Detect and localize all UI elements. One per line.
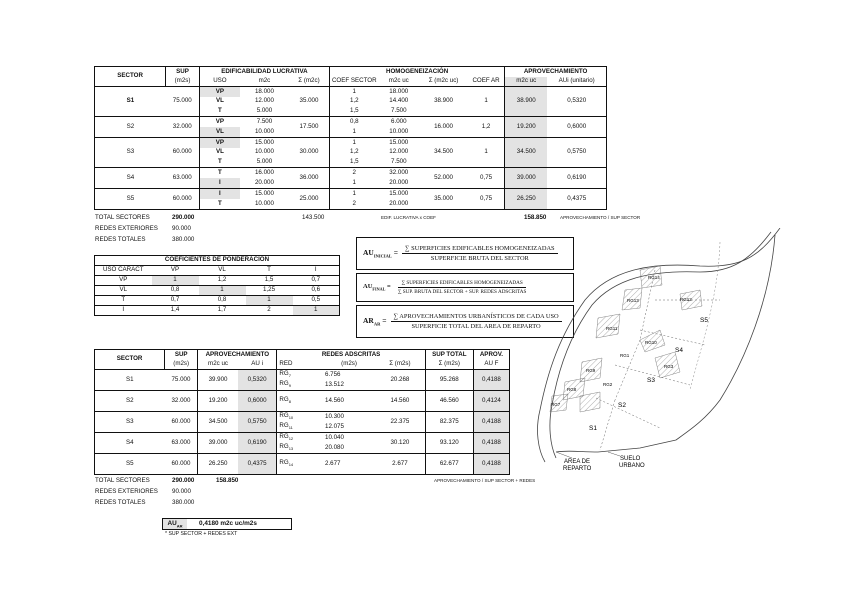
t1-row [95,117,607,128]
t2-row [95,391,510,412]
t1-coef: 1 [330,189,379,200]
t1-uso: VL [199,97,240,107]
t1-subheader-row [95,77,607,87]
t2-redes-tot: 380.000 [172,499,195,506]
t1-aprov: 19.200 [505,117,548,138]
t2-aprov: 34.500 [198,412,238,433]
coef-cell: 0,6 [311,286,321,294]
t2-sup: 63.000 [171,438,191,446]
t1-sector: S5 [126,194,135,202]
t2-total-sectores: 290.000 [172,477,195,484]
t1-sector: S4 [126,173,135,181]
map-suelo-label: URBANO [619,463,645,469]
coef-cell: 1,7 [217,306,227,314]
t2-h-m2s: (m2s) [173,360,190,368]
map-area-label: REPARTO [563,466,592,472]
map-rg-label: RG2 [603,382,613,387]
t2-aprov: 39.900 [198,370,238,391]
coef-row [95,306,340,316]
t1-coef-ar: 0,75 [480,194,493,202]
t2-aui: 0,5320 [238,370,277,391]
t1-sum-m2c: 36.000 [299,173,319,181]
coef-row [95,296,340,306]
t2-red-sub: 8 [288,399,291,405]
t2-h-sector: SECTOR [95,350,165,370]
t1-m2c: 12.000 [254,97,274,105]
formula-lhs: AU [363,283,373,291]
t1-uso: VP [199,117,240,128]
formula-denominator: SUPERFICIE TOTAL DEL AREA DE REPARTO [411,323,541,330]
coef-cell: 1 [199,286,246,296]
t2-h-aprov: APROVECHAMIENTO [198,350,277,360]
t1-h-sector: SECTOR [95,67,166,87]
t2-red-m2s: 6.756 [325,370,341,378]
t1-total-sectores-label: TOTAL SECTORES [95,214,150,221]
t1-row [95,87,607,97]
t2-red [277,443,323,454]
t2-aprov-total: 158.850 [216,477,239,484]
t1-uc: 6.000 [391,117,407,125]
t1-sum-m2c: 35.000 [299,97,319,105]
t1-m2c: 5.000 [256,158,273,166]
t1-uc: 7.500 [391,107,407,115]
t1-uso: I [199,178,240,189]
t2-sup-total: 62.677 [425,454,473,475]
t1-m2c: 10.000 [254,148,274,156]
formula-denominator: SUPERFICIE BRUTA DEL SECTOR [430,255,529,262]
t1-h-aprov: APROVECHAMIENTO [505,67,607,77]
t2-table [94,349,510,475]
t2-redes-ext-label: REDES EXTERIORES [95,488,158,495]
t2-sum-redes: 30.120 [390,438,410,446]
t2-red-name: RG [279,443,289,451]
map-rg-label: RG1 [620,353,630,358]
coef-cell: 1 [246,296,293,306]
t1-sector: S3 [126,148,135,156]
t2-row [95,370,510,381]
t1-h-summ2c: Σ (m2c) [298,77,320,85]
map-sector-label: S2 [618,402,626,409]
t2-sup-total: 93.120 [425,433,473,454]
t2-h-aui: AU i [251,360,263,368]
t1-uso: VL [199,148,240,158]
t1-h-m2s: (m2s) [174,77,191,85]
formula-numerator: ∑ SUPERFICIES EDIFICABLES HOMOGENEIZADAS [402,245,558,254]
t2-red [277,422,323,433]
t2-red-name: RG [279,380,289,388]
t2-sup-total: 46.560 [425,391,473,412]
t1-uc: 15.000 [389,138,409,146]
coef-cell: 0,7 [170,296,180,304]
formula-au-inicial: $AU_{INICIAL}$ = $\frac{\text{∑ SUPERFICIES EDIFICABLES HOMOGENEIZADAS}}{\text{SUPERFICIE BRUTA DEL SECTOR}}$ [356,237,574,270]
t1-total-sectores: 290.000 [172,214,195,221]
t2-red-m2s: 20.080 [325,443,344,451]
t2-aui: 0,4375 [238,454,277,475]
t1-uso: I [199,189,240,200]
t1-edif-note: EDIF. LUCRATIVA x COEF [381,215,436,220]
t1-m2c: 5.000 [256,107,273,115]
t2-total-sectores-label: TOTAL SECTORES [95,477,150,484]
t1-row [95,138,607,148]
t2-h-sup: SUP [174,350,188,358]
t2-sup: 60.000 [171,417,191,425]
formula-lhs-sub: AR [373,321,381,327]
coef-cell: 0,7 [311,276,321,284]
t1-h-summ2cuc: Σ (m2c uc) [428,77,459,85]
t1-h-homog: HOMOGENEIZACIÓN [330,67,505,77]
t2-red-sub: 9 [288,383,291,389]
t2-header-row [95,350,510,360]
t2-red-sub: 11 [288,425,293,431]
t2-redes-tot-label: REDES TOTALES [95,499,146,506]
t1-aui: 0,6190 [567,173,587,181]
coef-title: COEFICIENTES DE PONDERACIÓN [95,256,340,266]
t2-h-aprov2: APROV. [473,350,509,360]
t2-red-m2s: 13.512 [325,380,344,388]
t2-red-name: RG [279,412,289,420]
t2-red-sub: 10 [288,415,294,421]
t1-coef: 2 [330,168,379,179]
t2-sector: S4 [126,438,134,446]
formula-lhs: AU [363,248,374,258]
t2-h-m2cuc: m2c uc [198,360,238,370]
coef-header-cell: VP [170,266,180,274]
t2-red-name: RG [279,396,289,404]
au-ar-result [162,518,292,530]
au-ar-value: 0,4180 m2c uc/m2s [199,520,257,527]
coef-cell: 1,2 [217,276,227,284]
t1-h-coefsector: COEF SECTOR [330,77,379,87]
t2-sector: S5 [126,459,134,467]
t1-sum-m2c: 30.000 [299,148,319,156]
coef-cell: 1,5 [264,276,274,284]
t1-coef: 1,2 [330,148,379,158]
t1-h-sup: SUP [176,67,189,75]
coef-header-cell: USO CARACT [102,266,144,274]
t1-m2c: 20.000 [254,178,274,186]
t1-sup: 63.000 [172,173,192,181]
map-rg-label: RG13 [627,298,639,303]
t1-row [95,168,607,179]
t2-sum-redes: 20.268 [390,375,410,383]
au-ar-label: AU [167,520,177,527]
t1-h-m2cuc2: m2c uc [505,77,548,87]
t2-sector: S3 [126,417,134,425]
coef-cell: 1 [152,276,199,286]
t1-uc: 20.000 [389,199,409,207]
t2-sup: 32.000 [171,396,191,404]
t1-sup: 75.000 [172,97,192,105]
t2-sup: 75.000 [171,375,191,383]
t1-uc: 7.500 [391,158,407,166]
t1-uc: 18.000 [389,87,409,95]
t1-redes-ext: 90.000 [172,225,191,232]
map-rg-label: RG7 [551,402,561,407]
t1-m2c: 16.000 [254,168,274,176]
t2-row [95,433,510,444]
coef-header-cell: I [314,266,317,274]
t2-red [277,391,323,412]
t1-aui: 0,6000 [567,122,587,130]
t2-aprov: 39.000 [198,433,238,454]
t1-sum-uc: 52.000 [434,173,454,181]
map-rg-label: RG9 [586,368,596,373]
t2-redes-ext: 90.000 [172,488,191,495]
t2-red [277,454,323,475]
t2-sector: S2 [126,396,134,404]
t1-uso: VP [199,87,240,97]
t1-uso: T [199,199,240,210]
t2-aui: 0,5750 [238,412,277,433]
t1-coef: 2 [330,199,379,210]
t2-auf: 0,4188 [473,454,509,475]
t1-aprov: 26.250 [505,189,548,210]
t2-sup: 60.000 [171,459,191,467]
coef-header-cell: T [267,266,271,274]
t1-aprov-note: APROVECHAMIENTO / SUP SECTOR [560,215,641,220]
t1-coef: 0,8 [330,117,379,128]
au-ar-note: * SUP SECTOR + REDES EXT [165,531,238,537]
t2-red [277,433,323,444]
map-sector-label: S1 [589,425,597,432]
map-rg-label: RG10 [645,340,657,345]
t1-sector: S2 [126,122,135,130]
t2-red-name: RG [279,422,289,430]
t2-h-m2s-b: (m2s) [341,360,357,368]
t2-red [277,370,323,381]
t1-m2c: 10.000 [254,199,274,207]
t1-h-edif: EDIFICABILIDAD LUCRATIVA [199,67,329,77]
t1-coef-ar: 1 [484,97,488,105]
formula-lhs-sub: INICIAL [373,253,392,259]
coef-cell: 0,8 [170,286,180,294]
t1-sum-m2c: 17.500 [299,122,319,130]
t1-redes-tot: 380.000 [172,236,195,243]
t2-sup-total: 95.268 [425,370,473,391]
t1-m2c: 10.000 [254,127,274,135]
t1-uc: 14.400 [389,97,409,105]
t1-h-m2cuc: m2c uc [388,77,409,85]
t2-red-sub: 14 [288,462,294,468]
t2-sum-redes: 14.560 [390,396,410,404]
t1-aprov: 39.000 [505,168,548,189]
map-area-label: AREA DE [564,459,591,465]
map-suelo-label: SUELO [620,456,641,462]
t2-sector: S1 [126,375,134,383]
t2-sup-total: 82.375 [425,412,473,433]
t2-h-red: RED [277,360,323,370]
t1-coef-ar: 1 [484,148,488,156]
t1-coef: 1,2 [330,97,379,107]
t1-h-aui: AUi (unitario) [558,77,595,85]
formula-lhs: AR [363,316,374,326]
area-reparto-map [520,228,782,480]
t2-red-sub: 13 [288,446,294,452]
t1-edif-total: 143.500 [302,214,325,221]
au-ar-sub: AR [176,523,183,529]
t1-sup: 60.000 [172,194,192,202]
t2-h-auf: AU F [473,360,509,370]
formula-denominator: ∑ SUP. BRUTA DEL SECTOR + SUP. REDES ADSCRITAS [397,289,527,295]
t2-auf: 0,4188 [473,370,509,391]
t2-h-suptotal: SUP TOTAL [425,350,473,360]
t2-red-name: RG [279,370,289,378]
t2-red-sub: 7 [288,373,291,379]
map-sector-label: S5 [700,317,708,324]
t2-auf: 0,4124 [473,391,509,412]
coef-row [95,286,340,296]
coef-header-cell: VL [218,266,226,274]
coef-row [95,276,340,286]
map-rg-label: RG14 [648,275,660,280]
t1-sum-uc: 34.500 [434,148,454,156]
t1-uso: T [199,168,240,179]
coef-header-row [95,266,340,276]
formula-lhs-sub: FINAL [372,286,386,292]
map-area-boundary [556,235,775,452]
t2-row [95,454,510,475]
coef-cell: 1,25 [262,286,276,294]
map-rg-label: RG12 [680,297,692,302]
t1-coef: 1 [330,127,379,138]
t1-table [94,66,607,210]
t2-red-name: RG [279,433,289,441]
t2-red-name: RG [279,459,289,467]
t1-aprov: 34.500 [505,138,548,168]
t1-uc: 10.000 [389,127,409,135]
t1-row [95,189,607,200]
t1-aprov-total: 158.850 [524,214,547,221]
t1-aui: 0,4375 [567,194,587,202]
coef-cell: 0,5 [311,296,321,304]
t1-sup: 60.000 [172,148,192,156]
t1-sum-uc: 35.000 [434,194,454,202]
t1-h-coefar: COEF AR [472,77,500,85]
coef-cell: 1,4 [170,306,180,314]
t2-h-summ2s-b: Σ (m2s) [425,360,473,370]
t2-red-sub: 12 [288,436,294,442]
t2-sum-redes: 2.677 [392,459,408,467]
t2-aui: 0,6000 [238,391,277,412]
t1-h-m2c: m2c [258,77,271,85]
t1-aui: 0,5320 [567,97,587,105]
t1-m2c: 15.000 [254,138,274,146]
t1-sum-uc: 38.900 [434,97,454,105]
t1-uso: VP [199,138,240,148]
t1-coef-ar: 1,2 [481,122,491,130]
t2-aui: 0,6190 [238,433,277,454]
t2-aprov: 19.200 [198,391,238,412]
map-rg-label: RG11 [606,326,618,331]
t1-m2c: 15.000 [254,189,274,197]
t2-red-m2s: 10.300 [325,412,344,420]
t1-sum-m2c: 25.000 [299,194,319,202]
t1-coef-ar: 0,75 [480,173,493,181]
t1-uc: 32.000 [389,168,409,176]
formula-au-final: $AU_{FINAL}$ = $\frac{\text{∑ SUPERFICIES EDIFICABLES HOMOGENEIZADAS}}{\text{∑ SUP. BRUTA DEL SECTOR + SUP. REDES ADSCRITAS}}$ [356,273,574,302]
t1-h-uso: USO [199,77,240,87]
t2-sum-redes: 22.375 [390,417,410,425]
t1-coef: 1,5 [330,158,379,168]
t1-uc: 12.000 [389,148,409,156]
t1-uc: 20.000 [389,178,409,186]
t1-coef: 1,5 [330,107,379,117]
t1-header-row [95,67,607,77]
t2-red [277,412,323,423]
t2-note: APROVECHAMIENTO / SUP SECTOR + REDES [434,478,536,483]
t1-sup: 32.000 [172,122,192,130]
coef-cell: T [121,296,126,304]
t2-auf: 0,4188 [473,433,509,454]
t1-m2c: 18.000 [254,87,274,95]
t1-coef: 1 [330,138,379,148]
coef-cell: I [122,306,125,314]
map-sector-label: S3 [647,377,655,384]
t1-uso: T [199,107,240,117]
t2-row [95,412,510,423]
t1-coef: 1 [330,178,379,189]
t2-h-summ2s: Σ (m2s) [389,360,411,368]
t2-red-m2s: 10.040 [325,433,344,441]
coef-cell: VL [119,286,128,294]
t2-red-m2s: 14.560 [325,396,344,404]
t1-uso: T [199,158,240,168]
t2-red [277,380,323,391]
t1-aprov: 38.900 [505,87,548,117]
coef-cell: 1 [293,306,340,316]
t2-red-m2s: 12.075 [325,422,344,430]
t2-h-redes: REDES ADSCRITAS [277,350,425,360]
formula-numerator: ∑ APROVECHAMIENTOS URBANÍSTICOS DE CADA USO [391,313,562,322]
t1-uso: VL [199,127,240,138]
t1-redes-tot-label: REDES TOTALES [95,236,146,243]
formula-numerator: ∑ SUPERFICIES EDIFICABLES HOMOGENEIZADAS [398,280,525,288]
t1-redes-ext-label: REDES EXTERIORES [95,225,158,232]
coef-cell: VP [119,276,128,284]
coef-cell: 0,8 [217,296,227,304]
t1-uc: 15.000 [389,189,409,197]
map-sector-label: S4 [675,347,683,354]
t2-auf: 0,4188 [473,412,509,433]
t2-aprov: 26.250 [198,454,238,475]
formula-ar: $AR_{AR}$ = $\frac{\text{∑ APROVECHAMIENTOS URBANÍSTICOS DE CADA USO}}{\text{SUPERFICIE TOTAL DEL AREA DE REPARTO}}$ [356,305,574,338]
t1-m2c: 7.500 [256,117,273,125]
coef-cell: 2 [267,306,271,314]
map-rg-label: RG8 [567,387,577,392]
t1-aui: 0,5750 [567,148,587,156]
t1-sum-uc: 16.000 [434,122,454,130]
t1-sector: S1 [126,97,135,105]
t1-coef: 1 [330,87,379,97]
t2-red-m2s: 2.677 [325,459,341,467]
map-rg-label: RG3 [664,364,674,369]
coef-ponderacion-table [94,255,340,316]
